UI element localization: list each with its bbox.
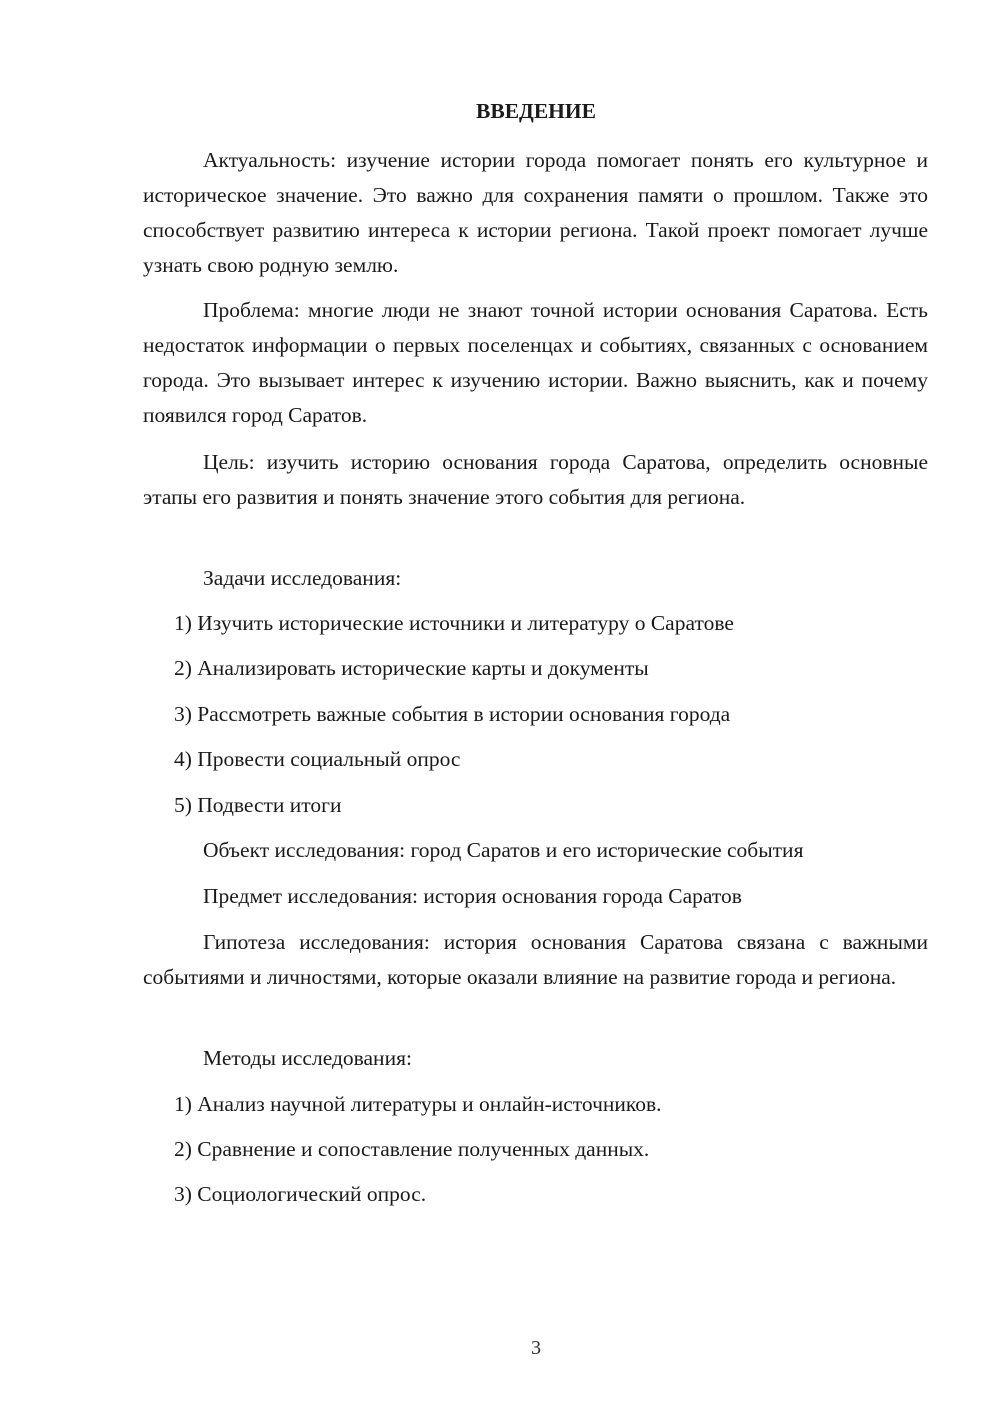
research-subject: Предмет исследования: история основания города Саратов [203,884,742,908]
task-item-2: 2) Анализировать исторические карты и документы [174,656,649,680]
method-item-2: 2) Сравнение и сопоставление полученных данных. [174,1137,650,1161]
method-item-3: 3) Социологический опрос. [174,1182,427,1206]
task-item-5: 5) Подвести итоги [174,793,342,817]
method-item-1: 1) Анализ научной литературы и онлайн-источников. [174,1092,662,1116]
methods-heading: Методы исследования: [203,1046,412,1070]
tasks-heading: Задачи исследования: [203,566,402,590]
goal-paragraph: Цель: изучить историю основания города Саратова, определить основные этапы его развития и понять значение этого события для региона. [143,450,928,509]
research-object: Объект исследования: город Саратов и его исторические события [203,838,804,862]
task-item-1: 1) Изучить исторические источники и литературу о Саратове [174,611,734,635]
task-item-4: 4) Провести социальный опрос [174,747,461,771]
relevance-paragraph: Актуальность: изучение истории города помогает понять его культурное и историческое значение. Это важно для сохранения памяти о прошлом. Также это способствует развитию интереса к истории региона. Такой проект помогает лучше узнать свою родную землю. [143,148,928,277]
page-number: 3 [531,1337,541,1359]
problem-paragraph: Проблема: многие люди не знают точной истории основания Саратова. Есть недостаток информации о первых поселенцах и событиях, связанных с основанием города. Это вызывает интерес к изучению истории. Важно выяснить, как и почему появился город Саратов. [143,298,928,427]
hypothesis-paragraph: Гипотеза исследования: история основания Саратова связана с важными событиями и личностями, которые оказали влияние на развитие города и региона. [143,930,928,989]
page-title: ВВЕДЕНИЕ [476,99,596,123]
task-item-3: 3) Рассмотреть важные события в истории основания города [174,702,731,726]
